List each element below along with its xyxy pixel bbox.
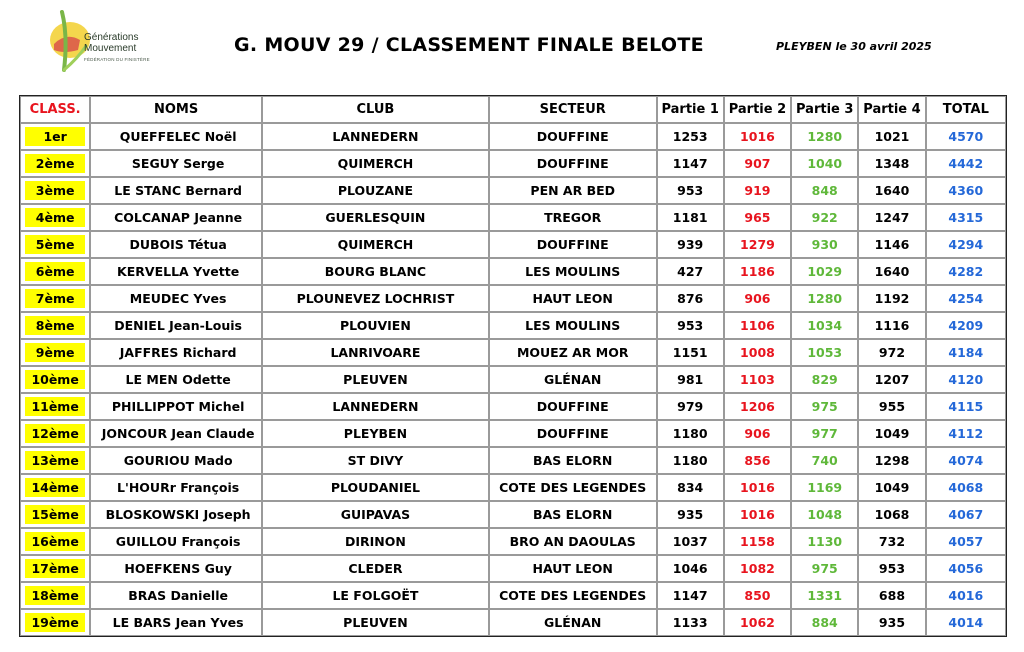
player-name: MEUDEC Yves [90,285,262,312]
partie-2-score: 1062 [724,609,791,636]
player-name: GUILLOU François [90,528,262,555]
player-name: BRAS Danielle [90,582,262,609]
rank-badge: 9ème [25,343,85,362]
partie-4-score: 1348 [858,150,925,177]
sector-name: BRO AN DAOULAS [489,528,657,555]
total-score: 4057 [926,528,1006,555]
club-name: GUIPAVAS [262,501,489,528]
partie-4-score: 1298 [858,447,925,474]
partie-3-score: 884 [791,609,858,636]
rank-cell [20,150,90,177]
partie-3-score: 1130 [791,528,858,555]
total-score: 4067 [926,501,1006,528]
rank-cell [20,501,90,528]
partie-3-score: 1280 [791,285,858,312]
header-partie-4: Partie 4 [858,96,925,123]
total-score: 4315 [926,204,1006,231]
header-class: CLASS. [20,96,90,123]
page-title: G. MOUV 29 / CLASSEMENT FINALE BELOTE [234,34,704,56]
rank-cell [20,609,90,636]
partie-1-score: 939 [657,231,724,258]
partie-3-score: 922 [791,204,858,231]
sector-name: HAUT LEON [489,285,657,312]
total-score: 4294 [926,231,1006,258]
total-score: 4115 [926,393,1006,420]
club-name: GUERLESQUIN [262,204,489,231]
club-name: CLEDER [262,555,489,582]
partie-2-score: 1008 [724,339,791,366]
partie-1-score: 1180 [657,447,724,474]
partie-2-score: 906 [724,420,791,447]
total-score: 4074 [926,447,1006,474]
rank-cell [20,285,90,312]
rank-badge: 12ème [25,424,85,443]
partie-4-score: 1049 [858,420,925,447]
table-row [20,582,1006,609]
table-row [20,177,1006,204]
partie-4-score: 955 [858,393,925,420]
partie-1-score: 1147 [657,150,724,177]
rank-badge: 19ème [25,613,85,632]
total-score: 4120 [926,366,1006,393]
table-row [20,339,1006,366]
table-row [20,474,1006,501]
sector-name: HAUT LEON [489,555,657,582]
partie-1-score: 1181 [657,204,724,231]
partie-3-score: 1034 [791,312,858,339]
partie-1-score: 953 [657,177,724,204]
logo-line-2: Mouvement [84,43,137,54]
partie-3-score: 930 [791,231,858,258]
table-header-row [20,96,1006,123]
total-score: 4056 [926,555,1006,582]
rank-cell [20,204,90,231]
partie-1-score: 876 [657,285,724,312]
partie-3-score: 848 [791,177,858,204]
club-name: LANNEDERN [262,123,489,150]
table-row [20,366,1006,393]
player-name: COLCANAP Jeanne [90,204,262,231]
rank-cell [20,366,90,393]
header-names: NOMS [90,96,262,123]
partie-2-score: 1016 [724,123,791,150]
total-score: 4014 [926,609,1006,636]
player-name: SEGUY Serge [90,150,262,177]
table-row [20,609,1006,636]
partie-1-score: 1133 [657,609,724,636]
table-row [20,312,1006,339]
partie-2-score: 856 [724,447,791,474]
rank-cell [20,258,90,285]
club-name: LANRIVOARE [262,339,489,366]
table-row [20,204,1006,231]
total-score: 4184 [926,339,1006,366]
header-club: CLUB [262,96,489,123]
table-row [20,150,1006,177]
player-name: JAFFRES Richard [90,339,262,366]
partie-2-score: 1082 [724,555,791,582]
player-name: PHILLIPPOT Michel [90,393,262,420]
player-name: HOEFKENS Guy [90,555,262,582]
table-row [20,393,1006,420]
club-name: QUIMERCH [262,150,489,177]
rank-badge: 6ème [25,262,85,281]
player-name: KERVELLA Yvette [90,258,262,285]
club-name: LE FOLGOËT [262,582,489,609]
logo-line-1: Générations [84,32,139,43]
partie-3-score: 975 [791,393,858,420]
table-row [20,123,1006,150]
partie-2-score: 1016 [724,474,791,501]
player-name: LE STANC Bernard [90,177,262,204]
player-name: L'HOURr François [90,474,262,501]
table-row [20,231,1006,258]
rank-badge: 1er [25,127,85,146]
total-score: 4209 [926,312,1006,339]
player-name: LE MEN Odette [90,366,262,393]
partie-4-score: 1049 [858,474,925,501]
partie-1-score: 1151 [657,339,724,366]
partie-2-score: 1186 [724,258,791,285]
rank-cell [20,528,90,555]
rank-cell [20,420,90,447]
partie-1-score: 935 [657,501,724,528]
sector-name: DOUFFINE [489,123,657,150]
player-name: DENIEL Jean-Louis [90,312,262,339]
header-total: TOTAL [926,96,1006,123]
partie-3-score: 829 [791,366,858,393]
rank-badge: 14ème [25,478,85,497]
rank-badge: 4ème [25,208,85,227]
partie-3-score: 1169 [791,474,858,501]
partie-2-score: 906 [724,285,791,312]
sector-name: GLÉNAN [489,366,657,393]
sector-name: DOUFFINE [489,231,657,258]
total-score: 4570 [926,123,1006,150]
partie-4-score: 732 [858,528,925,555]
rank-badge: 10ème [25,370,85,389]
header-partie-2: Partie 2 [724,96,791,123]
ranking-table [19,95,1007,637]
partie-3-score: 1048 [791,501,858,528]
sector-name: BAS ELORN [489,447,657,474]
rank-badge: 16ème [25,532,85,551]
club-name: PLOUNEVEZ LOCHRIST [262,285,489,312]
rank-badge: 15ème [25,505,85,524]
table-row [20,447,1006,474]
partie-2-score: 1103 [724,366,791,393]
rank-cell [20,393,90,420]
rank-cell [20,312,90,339]
partie-4-score: 953 [858,555,925,582]
partie-1-score: 1037 [657,528,724,555]
club-name: PLOUVIEN [262,312,489,339]
player-name: JONCOUR Jean Claude [90,420,262,447]
rank-badge: 11ème [25,397,85,416]
partie-2-score: 1016 [724,501,791,528]
club-name: PLOUZANE [262,177,489,204]
rank-badge: 2ème [25,154,85,173]
sector-name: BAS ELORN [489,501,657,528]
partie-4-score: 1207 [858,366,925,393]
club-name: PLEUVEN [262,609,489,636]
sector-name: LES MOULINS [489,258,657,285]
partie-2-score: 1158 [724,528,791,555]
partie-4-score: 972 [858,339,925,366]
partie-3-score: 1331 [791,582,858,609]
partie-1-score: 979 [657,393,724,420]
player-name: GOURIOU Mado [90,447,262,474]
rank-badge: 5ème [25,235,85,254]
sector-name: MOUEZ AR MOR [489,339,657,366]
club-name: PLOUDANIEL [262,474,489,501]
logo-subtitle: FÉDÉRATION DU FINISTÈRE [84,57,150,62]
club-name: PLEUVEN [262,366,489,393]
club-name: DIRINON [262,528,489,555]
total-score: 4016 [926,582,1006,609]
total-score: 4112 [926,420,1006,447]
partie-4-score: 1640 [858,258,925,285]
club-name: PLEYBEN [262,420,489,447]
rank-badge: 18ème [25,586,85,605]
rank-badge: 8ème [25,316,85,335]
club-name: BOURG BLANC [262,258,489,285]
table-row [20,555,1006,582]
player-name: QUEFFELEC Noël [90,123,262,150]
partie-4-score: 1192 [858,285,925,312]
table-row [20,285,1006,312]
partie-4-score: 1247 [858,204,925,231]
rank-cell [20,339,90,366]
player-name: DUBOIS Tétua [90,231,262,258]
partie-4-score: 1640 [858,177,925,204]
generations-mouvement-logo [44,10,154,76]
partie-1-score: 953 [657,312,724,339]
player-name: BLOSKOWSKI Joseph [90,501,262,528]
partie-2-score: 965 [724,204,791,231]
table-row [20,420,1006,447]
rank-badge: 3ème [25,181,85,200]
partie-1-score: 834 [657,474,724,501]
rank-badge: 13ème [25,451,85,470]
partie-3-score: 1280 [791,123,858,150]
player-name: LE BARS Jean Yves [90,609,262,636]
partie-4-score: 688 [858,582,925,609]
rank-cell [20,177,90,204]
partie-1-score: 427 [657,258,724,285]
partie-2-score: 1206 [724,393,791,420]
table-row [20,501,1006,528]
partie-1-score: 1180 [657,420,724,447]
partie-4-score: 1146 [858,231,925,258]
partie-2-score: 1279 [724,231,791,258]
partie-1-score: 1147 [657,582,724,609]
partie-3-score: 1040 [791,150,858,177]
partie-1-score: 981 [657,366,724,393]
rank-cell [20,123,90,150]
total-score: 4254 [926,285,1006,312]
partie-4-score: 1116 [858,312,925,339]
partie-2-score: 919 [724,177,791,204]
rank-cell [20,231,90,258]
partie-4-score: 1068 [858,501,925,528]
header-sector: SECTEUR [489,96,657,123]
table-row [20,258,1006,285]
sector-name: COTE DES LEGENDES [489,474,657,501]
partie-3-score: 977 [791,420,858,447]
sector-name: DOUFFINE [489,393,657,420]
total-score: 4282 [926,258,1006,285]
partie-1-score: 1253 [657,123,724,150]
partie-4-score: 1021 [858,123,925,150]
header-partie-3: Partie 3 [791,96,858,123]
sector-name: LES MOULINS [489,312,657,339]
partie-3-score: 1053 [791,339,858,366]
partie-3-score: 1029 [791,258,858,285]
partie-2-score: 907 [724,150,791,177]
event-location-date: PLEYBEN le 30 avril 2025 [776,40,932,53]
sector-name: DOUFFINE [489,420,657,447]
club-name: ST DIVY [262,447,489,474]
partie-1-score: 1046 [657,555,724,582]
total-score: 4360 [926,177,1006,204]
rank-cell [20,582,90,609]
sector-name: GLÉNAN [489,609,657,636]
partie-2-score: 1106 [724,312,791,339]
rank-cell [20,555,90,582]
sector-name: PEN AR BED [489,177,657,204]
partie-3-score: 975 [791,555,858,582]
rank-badge: 7ème [25,289,85,308]
partie-4-score: 935 [858,609,925,636]
sector-name: DOUFFINE [489,150,657,177]
rank-cell [20,474,90,501]
rank-cell [20,447,90,474]
rank-badge: 17ème [25,559,85,578]
sector-name: TREGOR [489,204,657,231]
total-score: 4442 [926,150,1006,177]
partie-2-score: 850 [724,582,791,609]
club-name: LANNEDERN [262,393,489,420]
club-name: QUIMERCH [262,231,489,258]
partie-3-score: 740 [791,447,858,474]
total-score: 4068 [926,474,1006,501]
sector-name: COTE DES LEGENDES [489,582,657,609]
header-partie-1: Partie 1 [657,96,724,123]
table-row [20,528,1006,555]
